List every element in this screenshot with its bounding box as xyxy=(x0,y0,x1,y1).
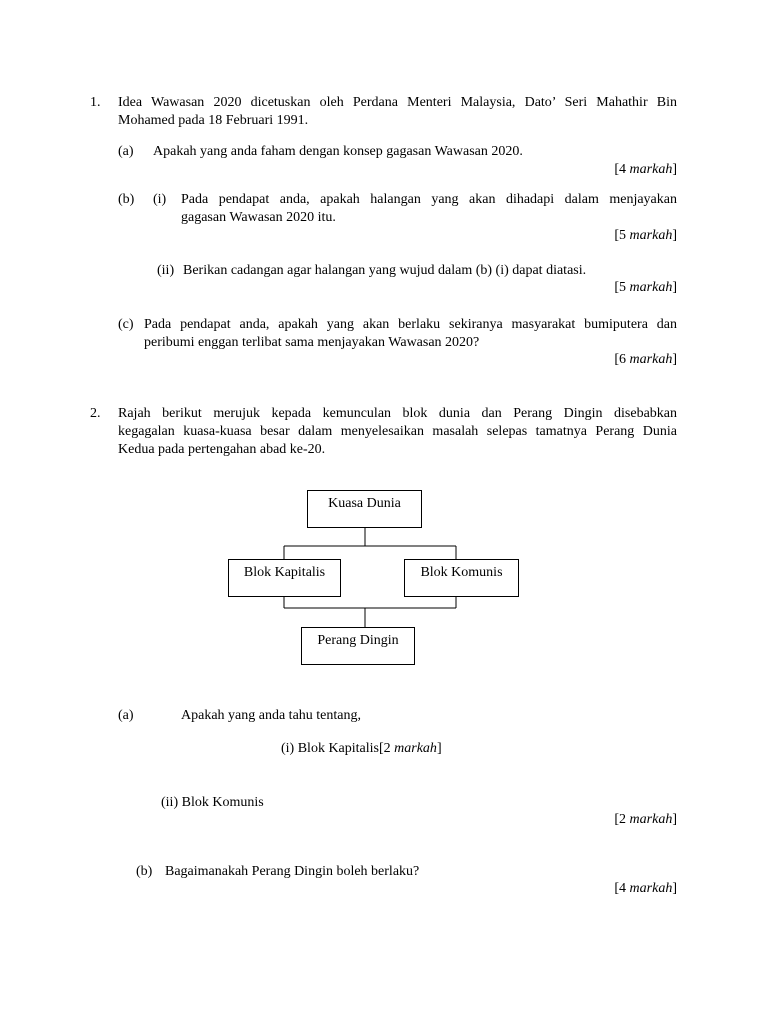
question-2-stem-line-2: kegagalan kuasa-kuasa besar dalam menyelesaikan masalah selepas tamatnya Perang Dunia xyxy=(118,424,677,439)
q1-b-label: (b) xyxy=(118,192,135,207)
q2-a-i-text: (i) Blok Kapitalis[2 markah] xyxy=(281,741,442,756)
q1-c-marks: [6 markah] xyxy=(614,352,677,367)
q2-b-marks: [4 markah] xyxy=(614,881,677,896)
q1-b-ii-label: (ii) xyxy=(157,263,175,278)
q1-c-label: (c) xyxy=(118,317,134,332)
box-kuasa-dunia-label: Kuasa Dunia xyxy=(328,496,401,511)
q1-b-i-label: (i) xyxy=(153,192,167,207)
q1-a-label: (a) xyxy=(118,144,134,159)
q1-a-marks: [4 markah] xyxy=(614,162,677,177)
q1-c-line-1: Pada pendapat anda, apakah yang akan berlaku sekiranya masyarakat bumiputera dan xyxy=(144,317,677,332)
q2-a-ii-text: (ii) Blok Komunis xyxy=(161,795,264,810)
q1-b-ii-marks: [5 markah] xyxy=(614,280,677,295)
box-perang-dingin xyxy=(301,627,415,665)
q1-b-ii-text: Berikan cadangan agar halangan yang wujud dalam (b) (i) dapat diatasi. xyxy=(183,263,587,278)
q1-a-text: Apakah yang anda faham dengan konsep gagasan Wawasan 2020. xyxy=(153,144,523,159)
question-2-number: 2. xyxy=(90,406,101,421)
q2-a-label: (a) xyxy=(118,708,134,723)
box-blok-komunis-label: Blok Komunis xyxy=(420,565,503,580)
question-1-number: 1. xyxy=(90,95,101,110)
question-2-stem-line-3: Kedua pada pertengahan abad ke-20. xyxy=(118,442,326,457)
box-blok-kapitalis-label: Blok Kapitalis xyxy=(243,565,326,580)
q1-c-line-2: peribumi enggan terlibat sama menjayakan Wawasan 2020? xyxy=(144,335,480,350)
box-blok-komunis xyxy=(404,559,519,597)
question-2-stem-line-1: Rajah berikut merujuk kepada kemunculan blok dunia dan Perang Dingin disebabkan xyxy=(118,406,677,421)
question-1-stem-line-2: Mohamed pada 18 Februari 1991. xyxy=(118,113,309,128)
box-kuasa-dunia xyxy=(307,490,422,528)
box-blok-kapitalis xyxy=(228,559,341,597)
box-perang-dingin-label: Perang Dingin xyxy=(317,633,399,648)
q1-b-i-line-2: gagasan Wawasan 2020 itu. xyxy=(181,210,336,225)
q1-b-i-marks: [5 markah] xyxy=(614,228,677,243)
q2-b-label: (b) xyxy=(136,864,153,879)
q2-a-text: Apakah yang anda tahu tentang, xyxy=(181,708,361,723)
q1-b-i-line-1: Pada pendapat anda, apakah halangan yang akan dihadapi dalam menjayakan xyxy=(181,192,677,207)
question-1-stem-line-1: Idea Wawasan 2020 dicetuskan oleh Perdana Menteri Malaysia, Dato’ Seri Mahathir Bin xyxy=(118,95,677,110)
q2-b-text: Bagaimanakah Perang Dingin boleh berlaku? xyxy=(165,864,420,879)
q2-a-ii-marks: [2 markah] xyxy=(614,812,677,827)
